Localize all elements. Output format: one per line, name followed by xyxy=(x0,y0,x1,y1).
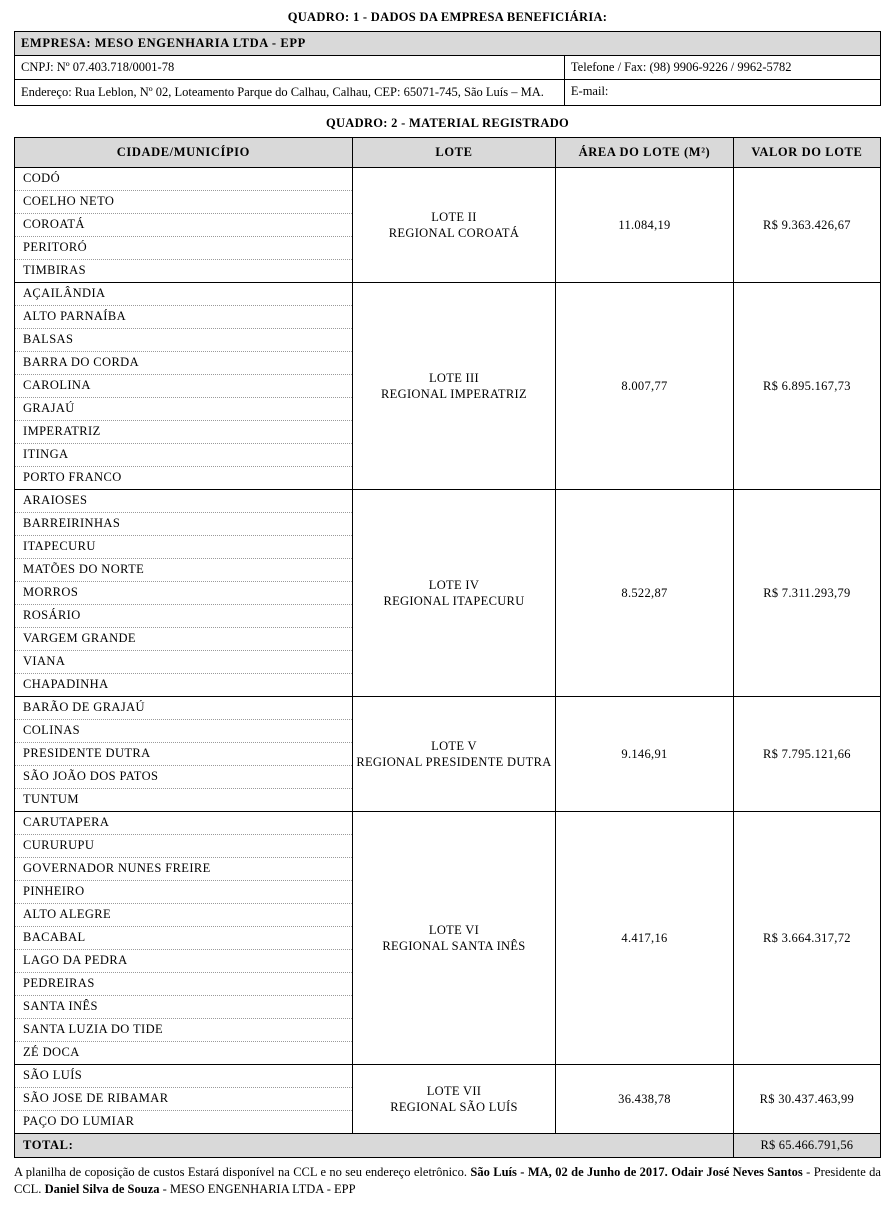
lote-cell xyxy=(352,696,556,811)
city-cell: PRESIDENTE DUTRA xyxy=(15,742,353,765)
phone-cell: Telefone / Fax: (98) 9906-9226 / 9962-5782 xyxy=(564,56,880,80)
area-cell: 11.084,19 xyxy=(556,167,734,282)
table-row xyxy=(15,1064,881,1087)
city-cell: BARÃO DE GRAJAÚ xyxy=(15,696,353,719)
city-cell: SÃO LUÍS xyxy=(15,1064,353,1087)
table-row xyxy=(15,80,881,106)
lote-region: REGIONAL ITAPECURU xyxy=(383,593,525,608)
city-cell: BALSAS xyxy=(15,328,353,351)
city-cell: PAÇO DO LUMIAR xyxy=(15,1110,353,1133)
lote-cell xyxy=(352,1064,556,1133)
city-cell: VIANA xyxy=(15,650,353,673)
city-cell: ALTO PARNAÍBA xyxy=(15,305,353,328)
table-row xyxy=(15,167,881,190)
city-cell: MORROS xyxy=(15,581,353,604)
company-name-cell: EMPRESA: MESO ENGENHARIA LTDA - EPP xyxy=(15,32,881,56)
city-cell: SANTA LUZIA DO TIDE xyxy=(15,1018,353,1041)
area-cell: 4.417,16 xyxy=(556,811,734,1064)
city-cell: CAROLINA xyxy=(15,374,353,397)
city-cell: GRAJAÚ xyxy=(15,397,353,420)
table-row xyxy=(15,56,881,80)
total-value: R$ 65.466.791,56 xyxy=(733,1133,880,1157)
city-cell: IMPERATRIZ xyxy=(15,420,353,443)
city-cell: VARGEM GRANDE xyxy=(15,627,353,650)
lote-number: LOTE III xyxy=(429,370,479,385)
lote-number: LOTE IV xyxy=(428,577,480,592)
lote-number: LOTE V xyxy=(431,738,477,753)
footer-bold-2: Daniel Silva de Souza xyxy=(44,1181,160,1196)
cnpj-cell: CNPJ: Nº 07.403.718/0001-78 xyxy=(15,56,565,80)
city-cell: ALTO ALEGRE xyxy=(15,903,353,926)
area-cell: 36.438,78 xyxy=(556,1064,734,1133)
lote-region: REGIONAL SÃO LUÍS xyxy=(390,1099,518,1114)
footer-bold-1: São Luís - MA, 02 de Junho de 2017. Odair José Neves Santos xyxy=(470,1164,803,1179)
table-row xyxy=(15,489,881,512)
city-cell: SÃO JOÃO DOS PATOS xyxy=(15,765,353,788)
valor-cell: R$ 6.895.167,73 xyxy=(733,282,880,489)
city-cell: TIMBIRAS xyxy=(15,259,353,282)
valor-cell: R$ 30.437.463,99 xyxy=(733,1064,880,1133)
area-cell: 8.007,77 xyxy=(556,282,734,489)
lote-cell xyxy=(352,489,556,696)
city-cell: SÃO JOSE DE RIBAMAR xyxy=(15,1087,353,1110)
city-cell: PEDREIRAS xyxy=(15,972,353,995)
city-cell: CURURUPU xyxy=(15,834,353,857)
city-cell: MATÕES DO NORTE xyxy=(15,558,353,581)
city-cell: TUNTUM xyxy=(15,788,353,811)
city-cell: SANTA INÊS xyxy=(15,995,353,1018)
quadro2-title: QUADRO: 2 - MATERIAL REGISTRADO xyxy=(325,115,570,130)
area-cell: 8.522,87 xyxy=(556,489,734,696)
city-cell: AÇAILÂNDIA xyxy=(15,282,353,305)
lote-cell xyxy=(352,167,556,282)
lote-cell xyxy=(352,811,556,1064)
total-label: TOTAL: xyxy=(15,1133,734,1157)
table-row xyxy=(15,32,881,56)
lote-region: REGIONAL PRESIDENTE DUTRA xyxy=(356,754,552,769)
area-cell: 9.146,91 xyxy=(556,696,734,811)
footer-note xyxy=(14,1164,881,1198)
email-cell: E-mail: xyxy=(564,80,880,106)
col-header-valor: VALOR DO LOTE xyxy=(733,137,880,167)
registered-material-table xyxy=(14,137,881,1158)
valor-cell: R$ 3.664.317,72 xyxy=(733,811,880,1064)
company-data-table xyxy=(14,31,881,106)
city-cell: COROATÁ xyxy=(15,213,353,236)
city-cell: BARREIRINHAS xyxy=(15,512,353,535)
city-cell: CARUTAPERA xyxy=(15,811,353,834)
city-cell: ZÉ DOCA xyxy=(15,1041,353,1064)
table-row xyxy=(15,696,881,719)
city-cell: ROSÁRIO xyxy=(15,604,353,627)
col-header-area: ÁREA DO LOTE (M²) xyxy=(556,137,734,167)
col-header-lote: LOTE xyxy=(352,137,556,167)
footer-text-2: - Presidente da CCL. xyxy=(14,1164,881,1196)
city-cell: PORTO FRANCO xyxy=(15,466,353,489)
lote-region: REGIONAL IMPERATRIZ xyxy=(381,386,527,401)
city-cell: CODÓ xyxy=(15,167,353,190)
city-cell: LAGO DA PEDRA xyxy=(15,949,353,972)
lote-number: LOTE VII xyxy=(426,1083,482,1098)
city-cell: ITAPECURU xyxy=(15,535,353,558)
lote-region: REGIONAL SANTA INÊS xyxy=(382,938,526,953)
lote-number: LOTE II xyxy=(431,209,477,224)
quadro1-title: QUADRO: 1 - DADOS DA EMPRESA BENEFICIÁRIA: xyxy=(287,10,608,24)
city-cell: BACABAL xyxy=(15,926,353,949)
city-cell: CHAPADINHA xyxy=(15,673,353,696)
footer-text-1: A planilha de coposição de custos Estará disponível na CCL e no seu endereço eletrônico. xyxy=(14,1164,471,1179)
lote-region: REGIONAL COROATÁ xyxy=(388,225,520,240)
address-cell: Endereço: Rua Leblon, Nº 02, Loteamento Parque do Calhau, Calhau, CEP: 65071-745, São Luís – MA. xyxy=(15,80,565,106)
city-cell: ITINGA xyxy=(15,443,353,466)
city-cell: PINHEIRO xyxy=(15,880,353,903)
col-header-city: CIDADE/MUNICÍPIO xyxy=(15,137,353,167)
lote-number: LOTE VI xyxy=(428,922,480,937)
city-cell: BARRA DO CORDA xyxy=(15,351,353,374)
footer-text-3: - MESO ENGENHARIA LTDA - EPP xyxy=(159,1181,356,1196)
valor-cell: R$ 7.795.121,66 xyxy=(733,696,880,811)
table-header-row xyxy=(15,137,881,167)
total-row xyxy=(15,1133,881,1157)
valor-cell: R$ 9.363.426,67 xyxy=(733,167,880,282)
city-cell: COELHO NETO xyxy=(15,190,353,213)
lote-cell xyxy=(352,282,556,489)
city-cell: GOVERNADOR NUNES FREIRE xyxy=(15,857,353,880)
city-cell: ARAIOSES xyxy=(15,489,353,512)
city-cell: PERITORÓ xyxy=(15,236,353,259)
table-row xyxy=(15,282,881,305)
table-row xyxy=(15,811,881,834)
valor-cell: R$ 7.311.293,79 xyxy=(733,489,880,696)
city-cell: COLINAS xyxy=(15,719,353,742)
